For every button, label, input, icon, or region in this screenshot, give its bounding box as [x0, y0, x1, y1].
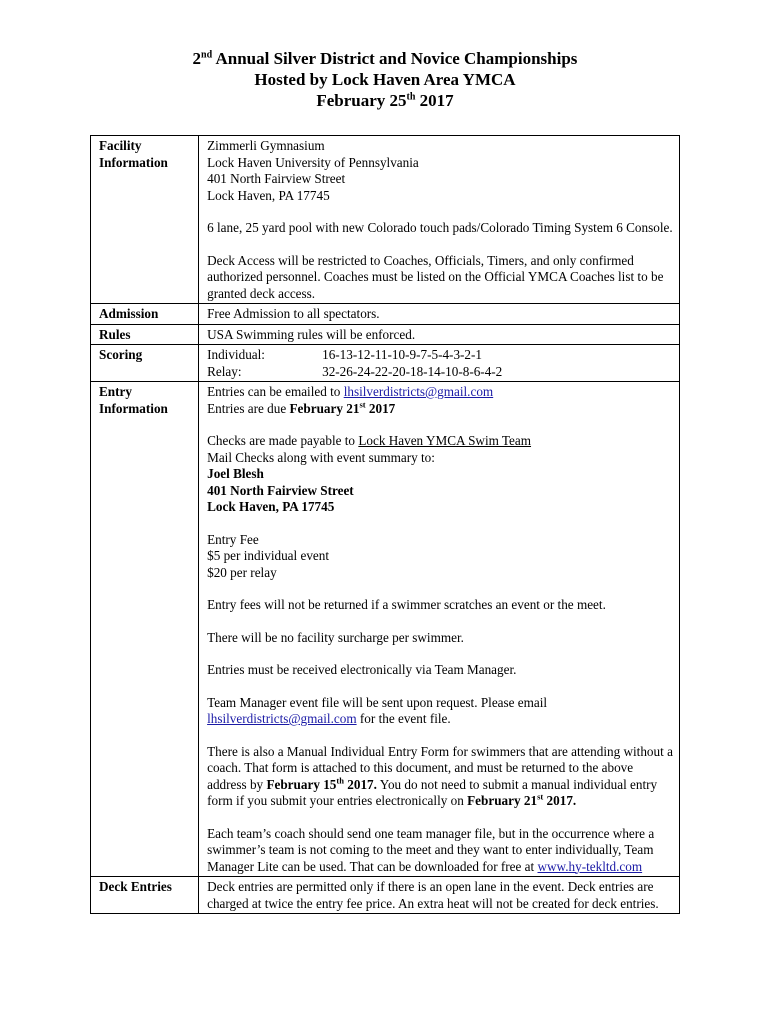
content-entry: [199, 382, 680, 877]
entry-fee: Entry Fee $5 per individual event $20 per relay: [207, 531, 330, 580]
entry-electronic: Entries must be received electronically via Team Manager.: [207, 662, 517, 677]
entry-surcharge: There will be no facility surcharge per swimmer.: [207, 629, 464, 645]
pool-description: 6 lane, 25 yard pool with new Colorado touch pads/Colorado Timing System 6 Console.: [207, 220, 673, 235]
content-deck-entries: Deck entries are permitted only if there is an open lane in the event. Deck entries are charged at twice the entry fee price. An extra heat will not be created for deck entries.: [199, 877, 680, 914]
title-line-3: February 25th 2017: [316, 91, 454, 110]
row-admission: [91, 304, 680, 325]
label-scoring: Scoring: [91, 345, 199, 382]
entry-submission: Entries can be emailed to lhsilverdistricts@gmail.com Entries are due February 21st 2017: [207, 384, 494, 416]
hytek-link[interactable]: www.hy-tekltd.com: [537, 858, 643, 874]
document-title: [0, 48, 770, 111]
label-deck-entries: Deck Entries: [91, 877, 199, 914]
entry-refund: Entry fees will not be returned if a swimmer scratches an event or the meet.: [207, 597, 606, 612]
entry-manual-form: There is also a Manual Individual Entry Form for swimmers that are attending without a coach. That form is attached to this document, and must be returned to the above address by February 15th 2017. You do not need to submit a manual individual entry form if you submit your entries electronically on February 21st 2017.: [207, 743, 673, 808]
label-rules: Rules: [91, 324, 199, 345]
facility-address: Zimmerli Gymnasium Lock Haven University of Pennsylvania 401 North Fairview Street Lock Haven, PA 17745: [207, 138, 419, 203]
entry-email-link[interactable]: lhsilverdistricts@gmail.com: [343, 384, 494, 399]
label-entry: Entry Information: [91, 382, 199, 877]
tm-file-email-link[interactable]: lhsilverdistricts@gmail.com: [207, 711, 357, 726]
entry-tm-file: Team Manager event file will be sent upon request. Please email lhsilverdistricts@gmail.com for the event file.: [207, 694, 548, 726]
scoring-individual: Individual: 16-13-12-11-10-9-7-5-4-3-2-1: [207, 347, 483, 362]
scoring-relay: Relay: 32-26-24-22-20-18-14-10-8-6-4-2: [207, 363, 503, 379]
row-facility: [91, 136, 680, 304]
content-scoring: [199, 345, 680, 382]
entry-coach-file: Each team’s coach should send one team manager file, but in the occurrence where a swimmer’s team is not coming to the meet and they want to enter individually, Team Manager Lite can be used. That can be downloaded for free at www.hy-tekltd.com: [207, 825, 655, 874]
label-facility: Facility Information: [91, 136, 199, 304]
title-line-1: 2nd Annual Silver District and Novice Championships: [192, 49, 578, 68]
title-line-2: Hosted by Lock Haven Area YMCA: [254, 70, 516, 89]
deck-access-note: Deck Access will be restricted to Coaches, Officials, Timers, and only confirmed authorized personnel. Coaches must be listed on the Official YMCA Coaches list to be granted deck access.: [207, 252, 664, 301]
row-rules: [91, 324, 680, 345]
content-facility: [199, 136, 680, 304]
row-entry: [91, 382, 680, 877]
label-admission: Admission: [91, 304, 199, 325]
row-deck-entries: [91, 877, 680, 914]
row-scoring: [91, 345, 680, 382]
content-admission: Free Admission to all spectators.: [199, 304, 680, 325]
entry-checks: Checks are made payable to Lock Haven YMCA Swim Team Mail Checks along with event summary to: Joel Blesh 401 North Fairview Street Lock Haven, PA 17745: [207, 433, 532, 514]
meet-info-table: [90, 135, 680, 914]
content-rules: USA Swimming rules will be enforced.: [199, 324, 680, 345]
